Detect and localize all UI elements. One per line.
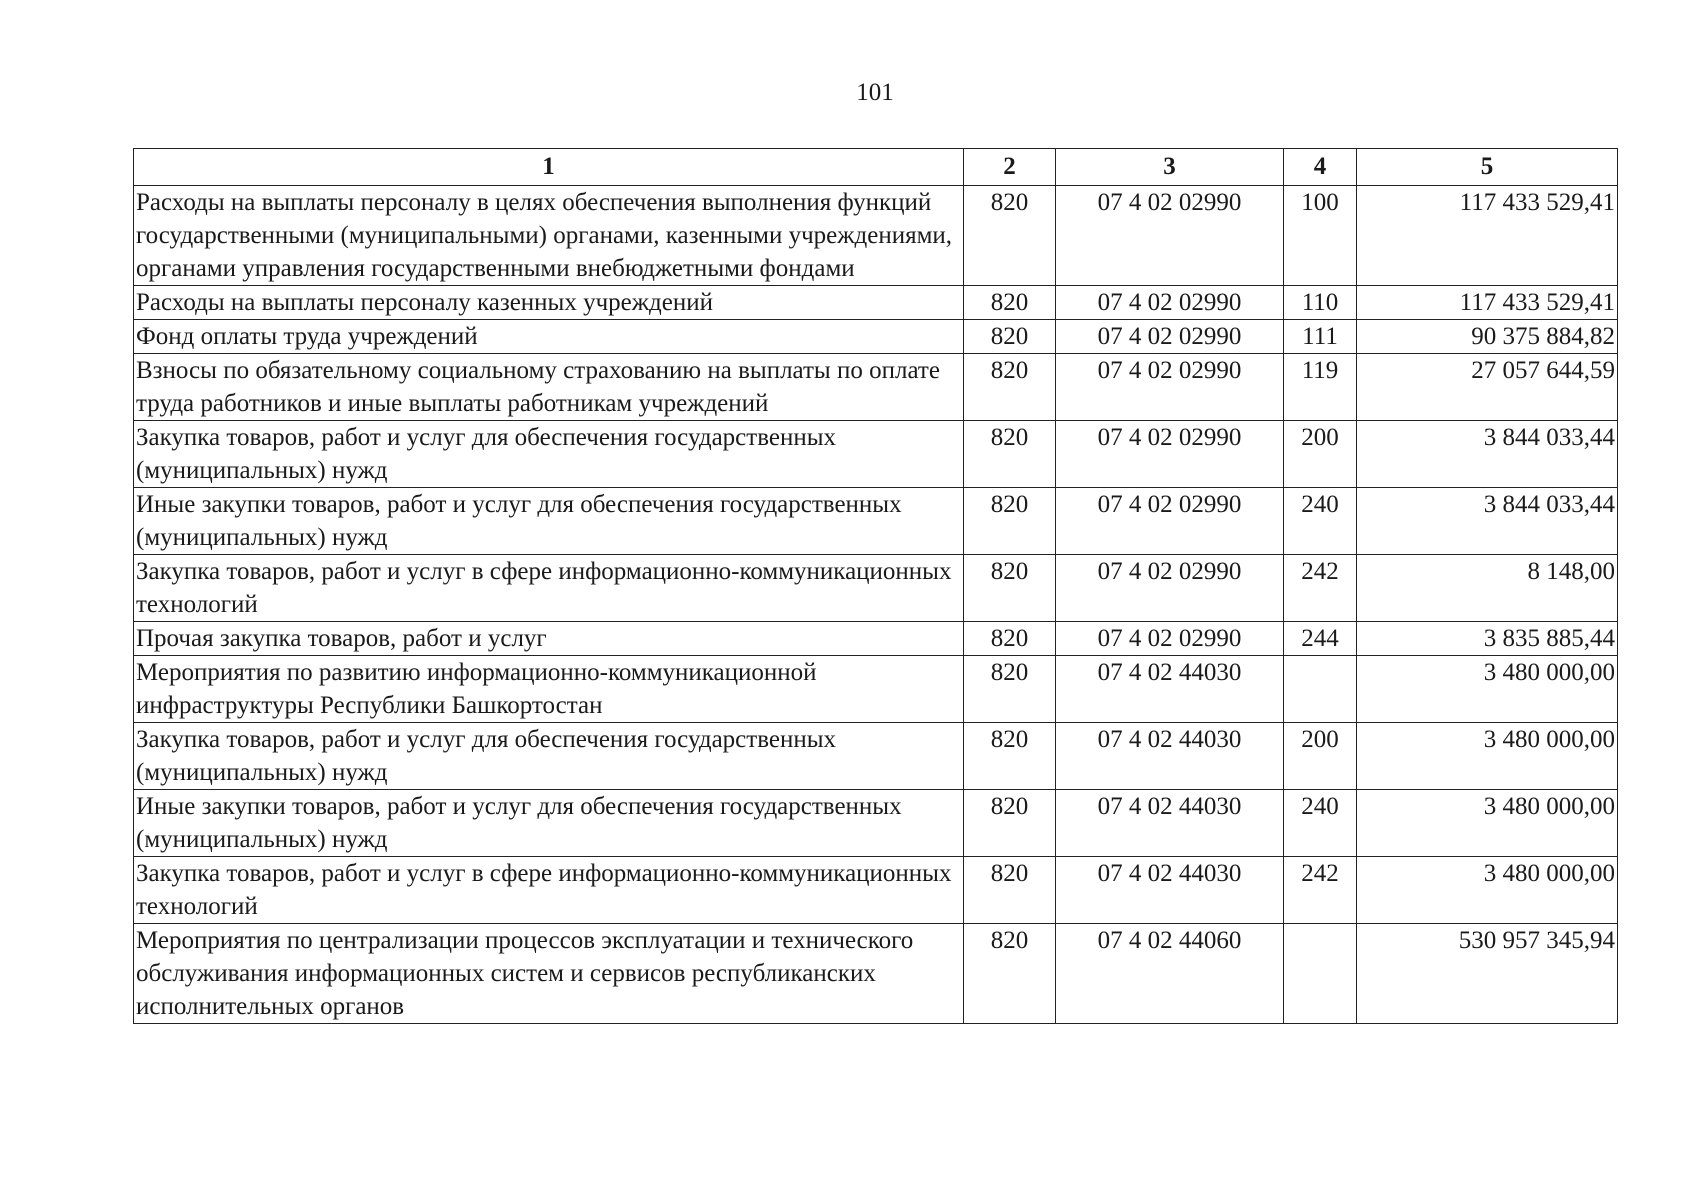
cell-name: Прочая закупка товаров, работ и услуг	[134, 622, 964, 656]
cell-col4: 240	[1284, 790, 1357, 857]
header-col-2: 2	[964, 149, 1056, 186]
cell-col4: 242	[1284, 857, 1357, 924]
cell-col4: 244	[1284, 622, 1357, 656]
cell-name: Расходы на выплаты персоналу казенных учреждений	[134, 286, 964, 320]
table-row	[134, 488, 1618, 555]
table-row	[134, 320, 1618, 354]
cell-col4: 119	[1284, 354, 1357, 421]
cell-col2: 820	[964, 924, 1056, 1024]
cell-name: Закупка товаров, работ и услуг в сфере информационно-коммуникационных технологий	[134, 857, 964, 924]
cell-name: Мероприятия по централизации процессов эксплуатации и технического обслуживания информационных систем и сервисов республиканских исполнительных органов	[134, 924, 964, 1024]
cell-col3: 07 4 02 44030	[1056, 790, 1284, 857]
cell-col5: 3 480 000,00	[1357, 790, 1618, 857]
cell-col2: 820	[964, 354, 1056, 421]
cell-col3: 07 4 02 02990	[1056, 186, 1284, 286]
header-col-4: 4	[1284, 149, 1357, 186]
cell-col5: 3 480 000,00	[1357, 857, 1618, 924]
cell-col4	[1284, 924, 1357, 1024]
cell-name: Фонд оплаты труда учреждений	[134, 320, 964, 354]
cell-name: Закупка товаров, работ и услуг для обеспечения государственных (муниципальных) нужд	[134, 723, 964, 790]
cell-col4: 100	[1284, 186, 1357, 286]
cell-col4: 240	[1284, 488, 1357, 555]
table-row	[134, 857, 1618, 924]
cell-name: Расходы на выплаты персоналу в целях обеспечения выполнения функций государственными (муниципальными) органами, казенными учреждениями, органами управления государственными внебюджетными фондами	[134, 186, 964, 286]
cell-col2: 820	[964, 622, 1056, 656]
cell-col4	[1284, 656, 1357, 723]
cell-col5: 90 375 884,82	[1357, 320, 1618, 354]
cell-col2: 820	[964, 320, 1056, 354]
cell-col2: 820	[964, 857, 1056, 924]
cell-col4: 110	[1284, 286, 1357, 320]
cell-col3: 07 4 02 44030	[1056, 723, 1284, 790]
cell-col5: 3 480 000,00	[1357, 656, 1618, 723]
cell-col3: 07 4 02 44030	[1056, 857, 1284, 924]
cell-col5: 3 480 000,00	[1357, 723, 1618, 790]
page-number: 101	[856, 79, 894, 106]
cell-col5: 27 057 644,59	[1357, 354, 1618, 421]
table-body	[134, 186, 1618, 1024]
cell-col5: 3 835 885,44	[1357, 622, 1618, 656]
cell-col5: 3 844 033,44	[1357, 488, 1618, 555]
table-row	[134, 421, 1618, 488]
cell-col4: 242	[1284, 555, 1357, 622]
header-row	[134, 149, 1618, 186]
cell-col3: 07 4 02 02990	[1056, 622, 1284, 656]
cell-name: Закупка товаров, работ и услуг в сфере информационно-коммуникационных технологий	[134, 555, 964, 622]
table-row	[134, 354, 1618, 421]
cell-col4: 200	[1284, 723, 1357, 790]
cell-col4: 200	[1284, 421, 1357, 488]
table-row	[134, 924, 1618, 1024]
cell-col3: 07 4 02 02990	[1056, 286, 1284, 320]
table-row	[134, 656, 1618, 723]
table-row	[134, 622, 1618, 656]
table-header	[134, 149, 1618, 186]
cell-col3: 07 4 02 02990	[1056, 421, 1284, 488]
cell-col3: 07 4 02 02990	[1056, 555, 1284, 622]
table-row	[134, 555, 1618, 622]
table-row	[134, 790, 1618, 857]
cell-col5: 8 148,00	[1357, 555, 1618, 622]
cell-col2: 820	[964, 555, 1056, 622]
budget-table	[133, 148, 1618, 1024]
cell-col2: 820	[964, 286, 1056, 320]
cell-name: Закупка товаров, работ и услуг для обеспечения государственных (муниципальных) нужд	[134, 421, 964, 488]
header-col-3: 3	[1056, 149, 1284, 186]
table-row	[134, 723, 1618, 790]
cell-col3: 07 4 02 02990	[1056, 354, 1284, 421]
table-row	[134, 286, 1618, 320]
cell-col2: 820	[964, 790, 1056, 857]
cell-col4: 111	[1284, 320, 1357, 354]
cell-name: Иные закупки товаров, работ и услуг для обеспечения государственных (муниципальных) нужд	[134, 790, 964, 857]
cell-col2: 820	[964, 488, 1056, 555]
cell-name: Мероприятия по развитию информационно-коммуникационной инфраструктуры Республики Башкортостан	[134, 656, 964, 723]
cell-col5: 3 844 033,44	[1357, 421, 1618, 488]
cell-col2: 820	[964, 656, 1056, 723]
cell-col2: 820	[964, 723, 1056, 790]
header-col-5: 5	[1357, 149, 1618, 186]
table-row	[134, 186, 1618, 286]
cell-col3: 07 4 02 02990	[1056, 320, 1284, 354]
cell-col2: 820	[964, 421, 1056, 488]
cell-col3: 07 4 02 44060	[1056, 924, 1284, 1024]
cell-name: Взносы по обязательному социальному страхованию на выплаты по оплате труда работников и иные выплаты работникам учреждений	[134, 354, 964, 421]
cell-name: Иные закупки товаров, работ и услуг для обеспечения государственных (муниципальных) нужд	[134, 488, 964, 555]
cell-col5: 117 433 529,41	[1357, 186, 1618, 286]
cell-col2: 820	[964, 186, 1056, 286]
cell-col3: 07 4 02 44030	[1056, 656, 1284, 723]
cell-col3: 07 4 02 02990	[1056, 488, 1284, 555]
cell-col5: 530 957 345,94	[1357, 924, 1618, 1024]
header-col-1: 1	[134, 149, 964, 186]
cell-col5: 117 433 529,41	[1357, 286, 1618, 320]
